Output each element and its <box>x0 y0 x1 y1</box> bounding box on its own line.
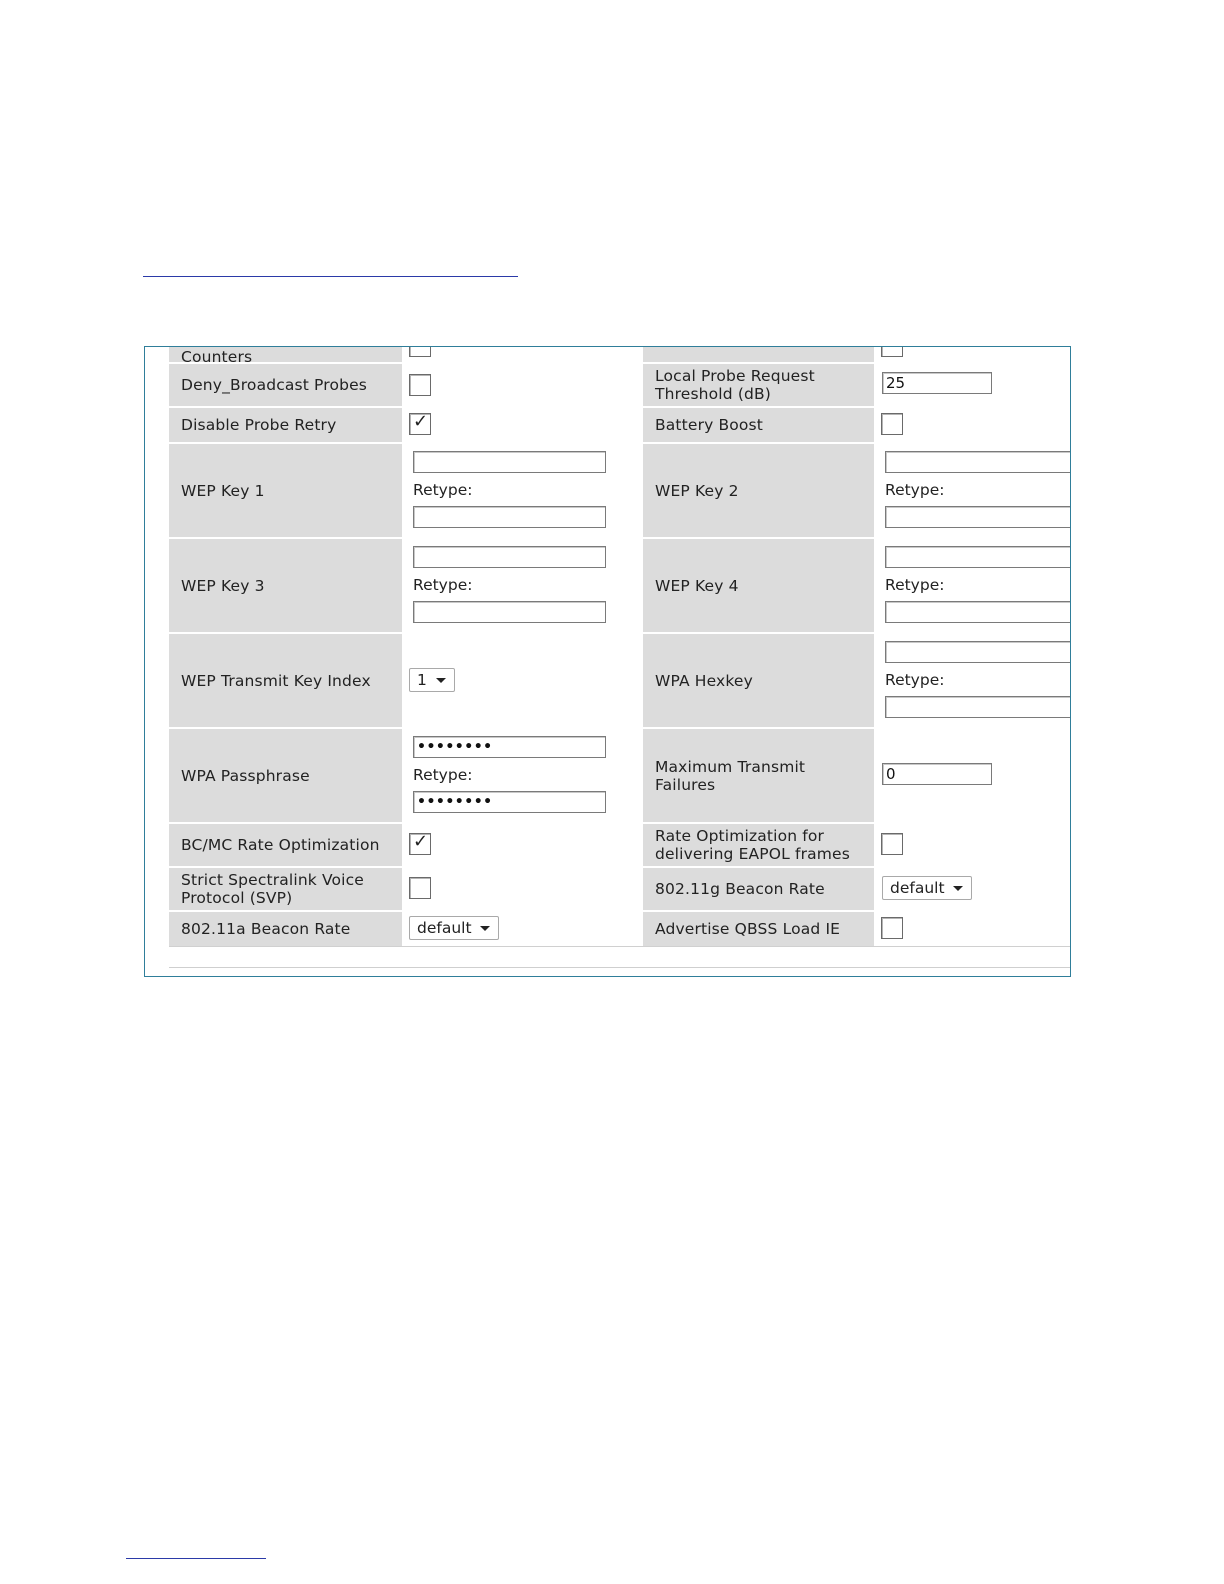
advertise-qbss-cell <box>876 912 1071 946</box>
partial-right-cell <box>876 347 1071 362</box>
wep-transmit-key-index-value: 1 <box>417 671 427 689</box>
wpa-passphrase-text: WPA Passphrase <box>181 766 310 785</box>
disable-probe-retry-text: Disable Probe Retry <box>181 416 337 434</box>
bcmc-rate-optimization-text: BC/MC Rate Optimization <box>181 836 380 854</box>
wep-key-3-cell <box>404 539 641 632</box>
deny-broadcast-probes-label <box>169 364 402 406</box>
beacon-rate-11a-value: default <box>417 919 472 937</box>
bcmc-rate-optimization-cell <box>404 824 641 866</box>
beacon-rate-11g-cell <box>876 868 1071 910</box>
counters-label-text: Counters <box>181 348 253 362</box>
local-probe-threshold-text-2: Threshold (dB) <box>655 385 771 403</box>
wep-key-4-text: WEP Key 4 <box>655 576 739 595</box>
beacon-rate-11a-text: 802.11a Beacon Rate <box>181 920 351 938</box>
wep-transmit-key-index-cell <box>404 634 641 727</box>
wep-key-3-input[interactable] <box>413 546 606 568</box>
disable-probe-retry-cell <box>404 408 641 442</box>
wep-key-2-label <box>643 444 874 537</box>
beacon-rate-11g-text: 802.11g Beacon Rate <box>655 880 825 898</box>
beacon-rate-11g-value: default <box>890 879 945 897</box>
chevron-down-icon <box>953 886 963 891</box>
rate-optimization-eapol-text-1: Rate Optimization for <box>655 827 825 845</box>
battery-boost-cell <box>876 408 1071 442</box>
rate-optimization-eapol-text-2: delivering EAPOL frames <box>655 845 850 863</box>
wep-key-4-retype-label: Retype: <box>885 576 945 594</box>
local-probe-threshold-input[interactable]: 25 <box>882 372 992 394</box>
wep-key-1-label <box>169 444 402 537</box>
counters-cell <box>404 347 641 362</box>
rate-optimization-eapol-checkbox[interactable] <box>881 833 903 855</box>
rate-optimization-eapol-label <box>643 824 874 866</box>
table-bottom-divider <box>169 946 1071 947</box>
bcmc-rate-optimization-checkbox[interactable] <box>409 833 431 855</box>
wep-key-2-retype-input[interactable] <box>885 506 1071 528</box>
beacon-rate-11a-label <box>169 912 402 946</box>
strict-svp-cell <box>404 868 641 910</box>
beacon-rate-11g-label <box>643 868 874 910</box>
wep-key-1-retype-input[interactable] <box>413 506 606 528</box>
wpa-passphrase-input[interactable]: •••••••• <box>413 736 606 758</box>
wpa-passphrase-label <box>169 729 402 822</box>
counters-checkbox[interactable] <box>409 347 431 357</box>
header-rule <box>143 276 518 277</box>
wep-key-3-retype-label: Retype: <box>413 576 473 594</box>
advertise-qbss-text: Advertise QBSS Load IE <box>655 920 841 938</box>
bcmc-rate-optimization-label <box>169 824 402 866</box>
wep-key-1-cell <box>404 444 641 537</box>
beacon-rate-11g-select[interactable] <box>882 876 972 900</box>
wep-key-3-label <box>169 539 402 632</box>
strict-svp-text-2: Protocol (SVP) <box>181 889 293 907</box>
local-probe-threshold-label <box>643 364 874 406</box>
wep-key-4-input[interactable] <box>885 546 1071 568</box>
local-probe-threshold-text-1: Local Probe Request <box>655 367 815 385</box>
strict-svp-checkbox[interactable] <box>409 877 431 899</box>
deny-broadcast-probes-checkbox[interactable] <box>409 374 431 396</box>
deny-broadcast-probes-text: Deny_Broadcast Probes <box>181 376 367 394</box>
screenshot-frame <box>144 346 1071 977</box>
wep-key-4-cell <box>876 539 1071 632</box>
battery-boost-checkbox[interactable] <box>881 413 903 435</box>
wep-key-3-retype-input[interactable] <box>413 601 606 623</box>
wpa-hexkey-text: WPA Hexkey <box>655 671 753 690</box>
disable-probe-retry-label <box>169 408 402 442</box>
chevron-down-icon <box>480 926 490 931</box>
wpa-passphrase-retype-input[interactable]: •••••••• <box>413 791 606 813</box>
chevron-down-icon <box>436 678 446 683</box>
wpa-hexkey-retype-label: Retype: <box>885 671 945 689</box>
beacon-rate-11a-select[interactable] <box>409 916 499 940</box>
maximum-transmit-failures-label <box>643 729 874 822</box>
wpa-hexkey-cell <box>876 634 1071 727</box>
partial-right-label <box>643 347 874 362</box>
maximum-transmit-failures-text-1: Maximum Transmit <box>655 757 806 776</box>
battery-boost-label <box>643 408 874 442</box>
wpa-hexkey-input[interactable] <box>885 641 1071 663</box>
wep-key-2-retype-label: Retype: <box>885 481 945 499</box>
wpa-hexkey-retype-input[interactable] <box>885 696 1071 718</box>
beacon-rate-11a-cell <box>404 912 641 946</box>
checkmark-icon: ✓ <box>413 411 429 432</box>
wep-transmit-key-index-label <box>169 634 402 727</box>
battery-boost-text: Battery Boost <box>655 416 763 434</box>
wep-key-4-retype-input[interactable] <box>885 601 1071 623</box>
deny-broadcast-probes-cell <box>404 364 641 406</box>
advertise-qbss-label <box>643 912 874 946</box>
footer-rule <box>126 1558 266 1559</box>
advertise-qbss-checkbox[interactable] <box>881 917 903 939</box>
disable-probe-retry-checkbox[interactable] <box>409 413 431 435</box>
wep-transmit-key-index-select[interactable] <box>409 668 455 692</box>
wep-key-1-input[interactable] <box>413 451 606 473</box>
maximum-transmit-failures-cell <box>876 729 1071 822</box>
wep-key-1-retype-label: Retype: <box>413 481 473 499</box>
settings-form <box>169 347 1071 968</box>
wep-key-1-text: WEP Key 1 <box>181 481 265 500</box>
wpa-hexkey-label <box>643 634 874 727</box>
wep-key-4-label <box>643 539 874 632</box>
partial-right-checkbox[interactable] <box>881 347 903 357</box>
wep-key-2-text: WEP Key 2 <box>655 481 739 500</box>
rate-optimization-eapol-cell <box>876 824 1071 866</box>
wpa-passphrase-cell <box>404 729 641 822</box>
strict-svp-label <box>169 868 402 910</box>
wep-transmit-key-index-text: WEP Transmit Key Index <box>181 671 371 690</box>
wep-key-3-text: WEP Key 3 <box>181 576 265 595</box>
counters-label <box>169 347 402 362</box>
checkmark-icon: ✓ <box>413 831 429 852</box>
maximum-transmit-failures-text-2: Failures <box>655 775 716 794</box>
maximum-transmit-failures-input[interactable]: 0 <box>882 763 992 785</box>
wpa-passphrase-retype-label: Retype: <box>413 766 473 784</box>
wep-key-2-cell <box>876 444 1071 537</box>
local-probe-threshold-cell <box>876 364 1071 406</box>
strict-svp-text-1: Strict Spectralink Voice <box>181 871 364 889</box>
wep-key-2-input[interactable] <box>885 451 1071 473</box>
